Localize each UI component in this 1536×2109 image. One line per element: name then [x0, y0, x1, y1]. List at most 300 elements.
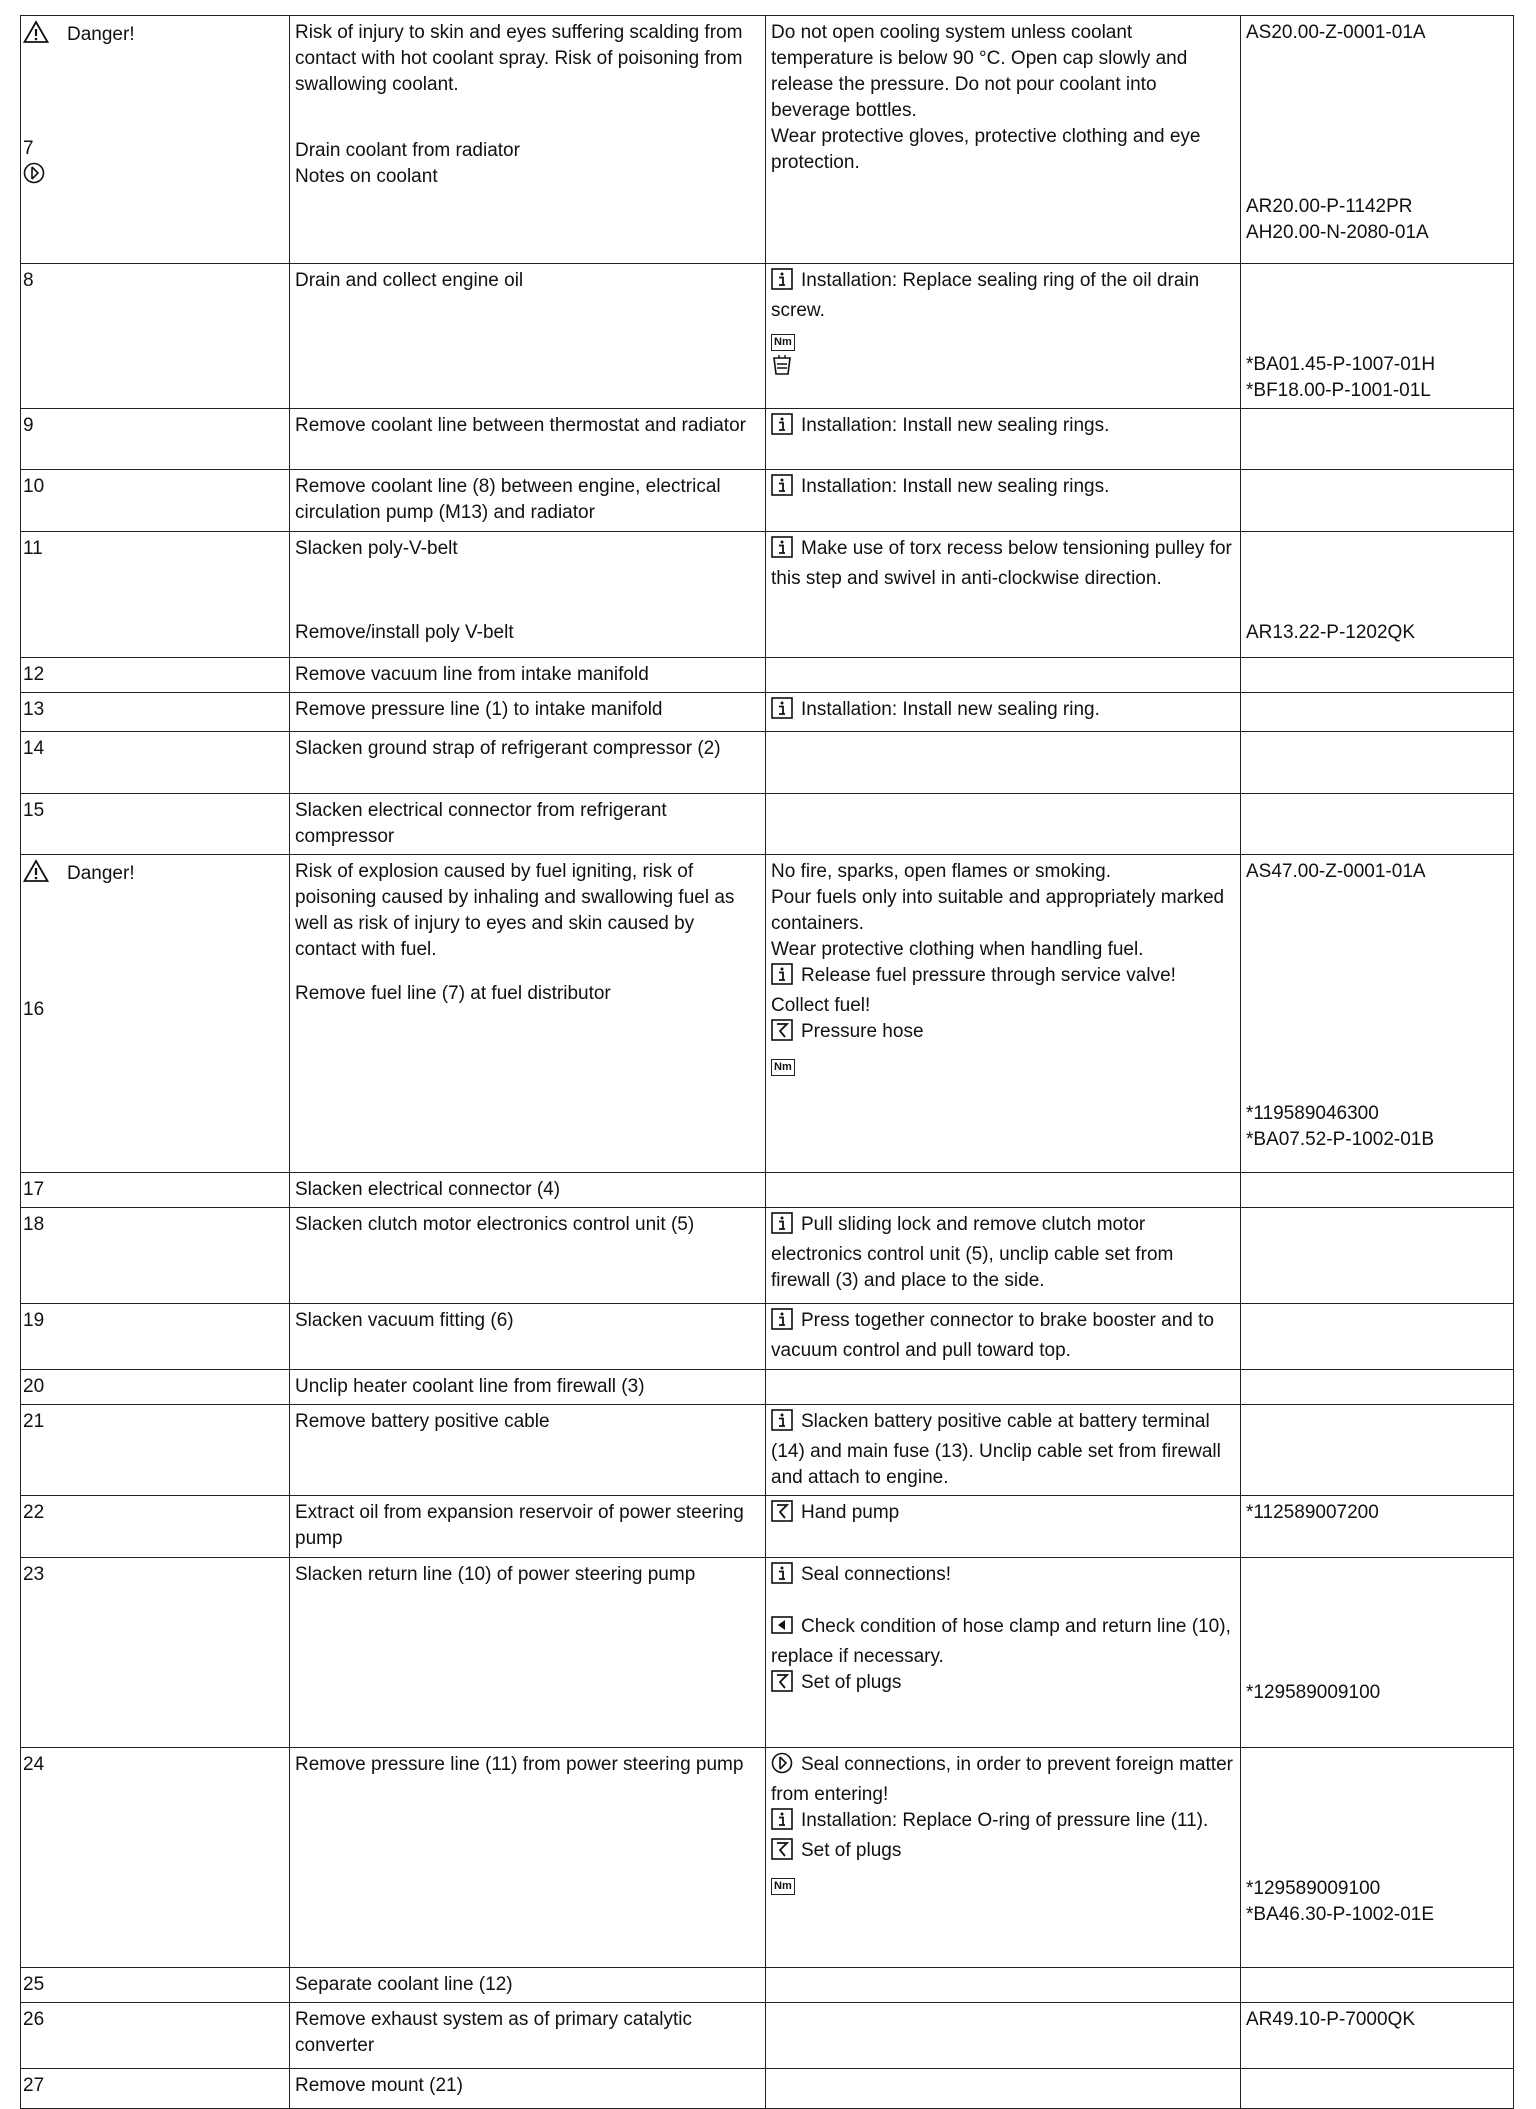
operation-line [295, 859, 759, 963]
reference-line [1246, 194, 1507, 220]
step-text: 23 [23, 1564, 45, 1585]
step-text: 16 [23, 999, 45, 1020]
operation-text: Drain and collect engine oil [295, 270, 524, 291]
operation-cell [290, 658, 766, 693]
step-line [23, 474, 283, 500]
note-cell [766, 16, 1241, 264]
table-row [21, 794, 1514, 855]
reference-cell [1241, 2003, 1514, 2069]
table-row [21, 658, 1514, 693]
operation-line [295, 1409, 759, 1435]
note-line [771, 324, 1234, 354]
operation-text: Remove mount (21) [295, 2075, 463, 2096]
reference-text: *BA07.52-P-1002-01B [1246, 1129, 1435, 1150]
operation-text: Risk of explosion caused by fuel igniting, risk of poisoning caused by inhaling and swallowing fuel as well as risk of injury to eyes and skin caused by contact with fuel. [295, 861, 735, 960]
operation-text: Remove coolant line (8) between engine, electrical circulation pump (M13) and radiator [295, 476, 721, 523]
step-line [23, 997, 283, 1023]
operation-cell [290, 1496, 766, 1558]
operation-line [295, 1374, 759, 1400]
note-line [771, 1409, 1234, 1491]
note-cell [766, 1558, 1241, 1748]
note-line [771, 1670, 1234, 1700]
note-text: Press together connector to brake booster and to vacuum control and pull toward top. [771, 1310, 1214, 1361]
reference-line [1246, 2007, 1507, 2033]
reference-line [1246, 298, 1507, 324]
step-cell [21, 2069, 290, 2109]
operation-cell [290, 1405, 766, 1496]
table-row [21, 1405, 1514, 1496]
reference-cell [1241, 658, 1514, 693]
step-text: 12 [23, 664, 45, 685]
reference-text: AR49.10-P-7000QK [1246, 2009, 1415, 2030]
table-row [21, 1496, 1514, 1558]
step-line [23, 536, 283, 562]
step-line [23, 268, 283, 294]
note-cell [766, 1496, 1241, 1558]
operation-line [295, 1500, 759, 1552]
step-cell [21, 1496, 290, 1558]
operation-text: Remove pressure line (1) to intake manifold [295, 699, 663, 720]
inspect-icon [771, 1614, 793, 1644]
note-line [771, 1838, 1234, 1868]
step-text: 27 [23, 2075, 45, 2096]
step-line [23, 136, 283, 162]
step-cell [21, 16, 290, 264]
reference-line [1246, 220, 1507, 246]
reference-line [1246, 352, 1507, 378]
reference-cell [1241, 16, 1514, 264]
note-line [771, 1500, 1234, 1530]
step-line [23, 1562, 283, 1588]
operation-text: Slacken poly-V-belt [295, 538, 458, 559]
note-text: Installation: Replace O-ring of pressure line (11). [801, 1810, 1209, 1831]
step-text: 8 [23, 270, 34, 291]
note-cell [766, 1208, 1241, 1304]
step-text: 10 [23, 476, 45, 497]
note-text: Seal connections! [801, 1564, 951, 1585]
step-line [23, 859, 283, 891]
note-cell [766, 1405, 1241, 1496]
reference-text: AS20.00-Z-0001-01A [1246, 22, 1426, 43]
step-text: 25 [23, 1974, 45, 1995]
reference-text: *129589009100 [1246, 1878, 1381, 1899]
note-text: Wear protective gloves, protective clothing and eye protection. [771, 126, 1201, 173]
operation-text: Slacken electrical connector (4) [295, 1179, 561, 1200]
note-arrow-icon [771, 1752, 793, 1782]
note-text: Installation: Install new sealing rings. [801, 415, 1110, 436]
operation-text: Slacken clutch motor electronics control unit (5) [295, 1214, 695, 1235]
note-line [771, 993, 1234, 1019]
note-text: Installation: Install new sealing ring. [801, 699, 1100, 720]
step-cell [21, 693, 290, 732]
note-line [771, 1752, 1234, 1808]
note-text: Collect fuel! [771, 995, 871, 1016]
note-line [771, 937, 1234, 963]
reference-line [1246, 859, 1507, 885]
step-line [23, 798, 283, 824]
special-tool-icon [771, 1838, 793, 1868]
reference-cell [1241, 1208, 1514, 1304]
operation-line [295, 2007, 759, 2059]
note-line [771, 963, 1234, 993]
note-text: Installation: Replace sealing ring of the oil drain screw. [771, 270, 1200, 321]
note-cell [766, 1968, 1241, 2003]
operation-text: Slacken electrical connector from refrigerant compressor [295, 800, 667, 847]
reference-cell [1241, 693, 1514, 732]
operation-line [295, 798, 759, 850]
step-text: 15 [23, 800, 45, 821]
step-text: 21 [23, 1411, 45, 1432]
note-line [771, 1614, 1234, 1670]
operation-text: Unclip heater coolant line from firewall (3) [295, 1376, 645, 1397]
reference-cell [1241, 409, 1514, 470]
torque-nm-icon: Nm [771, 1053, 795, 1079]
step-text: 18 [23, 1214, 45, 1235]
info-icon [771, 697, 793, 727]
operation-text: Remove pressure line (11) from power steering pump [295, 1754, 744, 1775]
reference-cell [1241, 470, 1514, 532]
reference-cell [1241, 2069, 1514, 2109]
operation-line [295, 1562, 759, 1588]
operation-text: Extract oil from expansion reservoir of power steering pump [295, 1502, 744, 1549]
step-text: 24 [23, 1754, 45, 1775]
reference-line [1246, 378, 1507, 404]
table-row [21, 1968, 1514, 2003]
step-line [23, 1308, 283, 1334]
step-cell [21, 794, 290, 855]
reference-cell [1241, 1496, 1514, 1558]
note-line [771, 268, 1234, 324]
table-row [21, 1208, 1514, 1304]
step-text: 11 [23, 538, 43, 559]
step-text: Danger! [67, 863, 135, 884]
info-icon [771, 1308, 793, 1338]
reference-cell [1241, 1558, 1514, 1748]
note-line [771, 1212, 1234, 1294]
reference-text: AR20.00-P-1142PR [1246, 196, 1413, 217]
step-text: 17 [23, 1179, 45, 1200]
note-line [771, 536, 1234, 592]
operation-line [295, 1177, 759, 1203]
reference-text: *BF18.00-P-1001-01L [1246, 380, 1431, 401]
operation-text: Notes on coolant [295, 166, 438, 187]
operation-text: Remove vacuum line from intake manifold [295, 664, 649, 685]
operation-text: Slacken vacuum fitting (6) [295, 1310, 514, 1331]
note-cell [766, 855, 1241, 1173]
info-icon [771, 474, 793, 504]
step-line [23, 1972, 283, 1998]
info-icon [771, 963, 793, 993]
step-line [23, 1374, 283, 1400]
info-icon [771, 536, 793, 566]
step-cell [21, 1173, 290, 1208]
table-row [21, 470, 1514, 532]
operation-cell [290, 470, 766, 532]
operation-line [295, 268, 759, 294]
note-cell [766, 1370, 1241, 1405]
operation-text: Risk of injury to skin and eyes suffering scalding from contact with hot coolant spray. Risk of poisoning from swallowing coolant. [295, 22, 743, 95]
note-cell [766, 1304, 1241, 1370]
reference-text: AR13.22-P-1202QK [1246, 622, 1415, 643]
operation-cell [290, 1208, 766, 1304]
operation-cell [290, 532, 766, 658]
step-line [23, 1177, 283, 1203]
note-cell [766, 2069, 1241, 2109]
step-line [23, 162, 283, 192]
note-text: Do not open cooling system unless coolant temperature is below 90 °C. Open cap slowly and release the pressure. Do not pour coolant into beverage bottles. [771, 22, 1188, 121]
note-text: Set of plugs [801, 1672, 902, 1693]
operation-line [295, 1752, 759, 1778]
reference-cell [1241, 855, 1514, 1173]
note-line [771, 885, 1234, 937]
note-text: No fire, sparks, open flames or smoking. [771, 861, 1112, 882]
note-text: Release fuel pressure through service valve! [801, 965, 1176, 986]
operation-cell [290, 1304, 766, 1370]
operation-line [295, 1308, 759, 1334]
step-cell [21, 1558, 290, 1748]
operation-line [295, 697, 759, 723]
operation-cell [290, 2069, 766, 2109]
operation-line [295, 413, 759, 439]
note-cell [766, 794, 1241, 855]
note-text: Seal connections, in order to prevent foreign matter from entering! [771, 1754, 1233, 1805]
operation-cell [290, 1558, 766, 1748]
reference-line [1246, 620, 1507, 646]
operation-line [295, 1212, 759, 1238]
reference-cell [1241, 732, 1514, 794]
table-row [21, 2003, 1514, 2069]
step-line [23, 736, 283, 762]
operation-line [295, 164, 759, 190]
table-row [21, 264, 1514, 409]
step-cell [21, 1748, 290, 1968]
operation-line [295, 20, 759, 98]
note-cell [766, 732, 1241, 794]
reference-line [1246, 1500, 1507, 1526]
step-text: 22 [23, 1502, 45, 1523]
table-row [21, 1558, 1514, 1748]
operation-line [295, 620, 759, 646]
reference-cell [1241, 794, 1514, 855]
note-cell [766, 264, 1241, 409]
reference-line [1246, 1902, 1507, 1928]
info-icon [771, 268, 793, 298]
step-line [23, 1500, 283, 1526]
operation-cell [290, 2003, 766, 2069]
note-text: Pull sliding lock and remove clutch motor electronics control unit (5), unclip cable set from firewall (3) and place to the side. [771, 1214, 1174, 1291]
note-cell [766, 658, 1241, 693]
operation-line [295, 981, 759, 1007]
note-text: Slacken battery positive cable at battery terminal (14) and main fuse (13). Unclip cable set from firewall and attach to engine. [771, 1411, 1221, 1488]
note-line [771, 1562, 1234, 1592]
table-row [21, 1748, 1514, 1968]
step-line [23, 2073, 283, 2099]
step-line [23, 110, 283, 136]
step-text: 19 [23, 1310, 45, 1331]
step-text: 13 [23, 699, 45, 720]
operation-text: Remove/install poly V-belt [295, 622, 514, 643]
table-row [21, 16, 1514, 264]
operation-cell [290, 693, 766, 732]
note-line [771, 1049, 1234, 1079]
torque-nm-icon: Nm [771, 1872, 795, 1898]
operation-text: Remove battery positive cable [295, 1411, 550, 1432]
step-text: 20 [23, 1376, 45, 1397]
note-line [771, 20, 1234, 124]
step-cell [21, 1370, 290, 1405]
reference-line [1246, 1127, 1507, 1153]
operation-cell [290, 1173, 766, 1208]
table-row [21, 693, 1514, 732]
reference-cell [1241, 1748, 1514, 1968]
note-cell [766, 2003, 1241, 2069]
reference-cell [1241, 1968, 1514, 2003]
note-text: Check condition of hose clamp and return line (10), replace if necessary. [771, 1616, 1231, 1667]
step-line [23, 2007, 283, 2033]
note-cell [766, 1748, 1241, 1968]
operation-text: Remove exhaust system as of primary catalytic converter [295, 2009, 693, 2056]
note-arrow-icon [23, 162, 45, 192]
step-line [23, 697, 283, 723]
note-line [771, 697, 1234, 727]
note-cell [766, 532, 1241, 658]
operation-line [295, 662, 759, 688]
operation-cell [290, 1370, 766, 1405]
step-cell [21, 658, 290, 693]
step-cell [21, 264, 290, 409]
note-cell [766, 1173, 1241, 1208]
note-cell [766, 470, 1241, 532]
special-tool-icon [771, 1019, 793, 1049]
step-cell [21, 1405, 290, 1496]
reference-text: *BA01.45-P-1007-01H [1246, 354, 1436, 375]
info-icon [771, 1808, 793, 1838]
operation-cell [290, 409, 766, 470]
step-cell [21, 2003, 290, 2069]
note-text: Make use of torx recess below tensioning pulley for this step and swivel in anti-clockwise direction. [771, 538, 1232, 589]
table-row [21, 732, 1514, 794]
step-text: 26 [23, 2009, 45, 2030]
note-line [771, 124, 1234, 176]
operation-line [295, 474, 759, 526]
info-icon [771, 1562, 793, 1592]
reference-text: *129589009100 [1246, 1682, 1381, 1703]
table-row [21, 855, 1514, 1173]
table-row [21, 2069, 1514, 2109]
special-tool-icon [771, 1670, 793, 1700]
step-cell [21, 1208, 290, 1304]
step-cell [21, 732, 290, 794]
operation-cell [290, 16, 766, 264]
reference-cell [1241, 264, 1514, 409]
reference-text: *119589046300 [1246, 1103, 1379, 1124]
reference-cell [1241, 1173, 1514, 1208]
operation-cell [290, 1748, 766, 1968]
operation-cell [290, 794, 766, 855]
step-cell [21, 855, 290, 1173]
step-line [23, 662, 283, 688]
note-line [771, 1808, 1234, 1838]
operation-text: Drain coolant from radiator [295, 140, 520, 161]
step-cell [21, 1304, 290, 1370]
step-line [23, 1409, 283, 1435]
note-text: Hand pump [801, 1502, 900, 1523]
operation-line [295, 536, 759, 562]
reference-line [1246, 1680, 1507, 1706]
table-row [21, 409, 1514, 470]
step-line [23, 1752, 283, 1778]
oil-capacity-icon [771, 354, 793, 384]
step-line [23, 1212, 283, 1238]
step-cell [21, 409, 290, 470]
info-icon [771, 1212, 793, 1242]
reference-cell [1241, 532, 1514, 658]
step-text: 7 [23, 138, 34, 159]
operation-text: Remove coolant line between thermostat and radiator [295, 415, 746, 436]
note-text: Installation: Install new sealing rings. [801, 476, 1110, 497]
table-row [21, 1370, 1514, 1405]
note-line [771, 354, 1234, 384]
operation-line [295, 1972, 759, 1998]
warning-triangle-icon [23, 20, 49, 52]
step-text: 9 [23, 415, 34, 436]
reference-cell [1241, 1405, 1514, 1496]
note-text: Pressure hose [801, 1021, 924, 1042]
operation-cell [290, 264, 766, 409]
note-text: Wear protective clothing when handling fuel. [771, 939, 1144, 960]
reference-text: AH20.00-N-2080-01A [1246, 222, 1429, 243]
step-cell [21, 470, 290, 532]
note-line [771, 413, 1234, 443]
reference-text: *112589007200 [1246, 1502, 1379, 1523]
operation-line [295, 2073, 759, 2099]
reference-cell [1241, 1370, 1514, 1405]
note-cell [766, 409, 1241, 470]
step-cell [21, 532, 290, 658]
info-icon [771, 413, 793, 443]
operation-cell [290, 855, 766, 1173]
operation-line [295, 138, 759, 164]
step-text: 14 [23, 738, 45, 759]
table-row [21, 1304, 1514, 1370]
note-line [771, 1019, 1234, 1049]
procedure-table [20, 15, 1514, 2109]
note-text: Set of plugs [801, 1840, 902, 1861]
warning-triangle-icon [23, 859, 49, 891]
table-row [21, 532, 1514, 658]
note-line [771, 1868, 1234, 1898]
note-cell [766, 693, 1241, 732]
special-tool-icon [771, 1500, 793, 1530]
reference-line [1246, 20, 1507, 46]
operation-cell [290, 732, 766, 794]
note-line [771, 474, 1234, 504]
info-icon [771, 1409, 793, 1439]
procedure-table-body [21, 16, 1514, 2109]
operation-text: Remove fuel line (7) at fuel distributor [295, 983, 611, 1004]
reference-line [1246, 1101, 1507, 1127]
reference-cell [1241, 1304, 1514, 1370]
operation-cell [290, 1968, 766, 2003]
note-line [771, 1308, 1234, 1364]
operation-text: Separate coolant line (12) [295, 1974, 513, 1995]
step-line [23, 413, 283, 439]
reference-text: *BA46.30-P-1002-01E [1246, 1904, 1435, 1925]
reference-text: AS47.00-Z-0001-01A [1246, 861, 1426, 882]
reference-line [1246, 1876, 1507, 1902]
table-row [21, 1173, 1514, 1208]
operation-text: Slacken ground strap of refrigerant compressor (2) [295, 738, 721, 759]
